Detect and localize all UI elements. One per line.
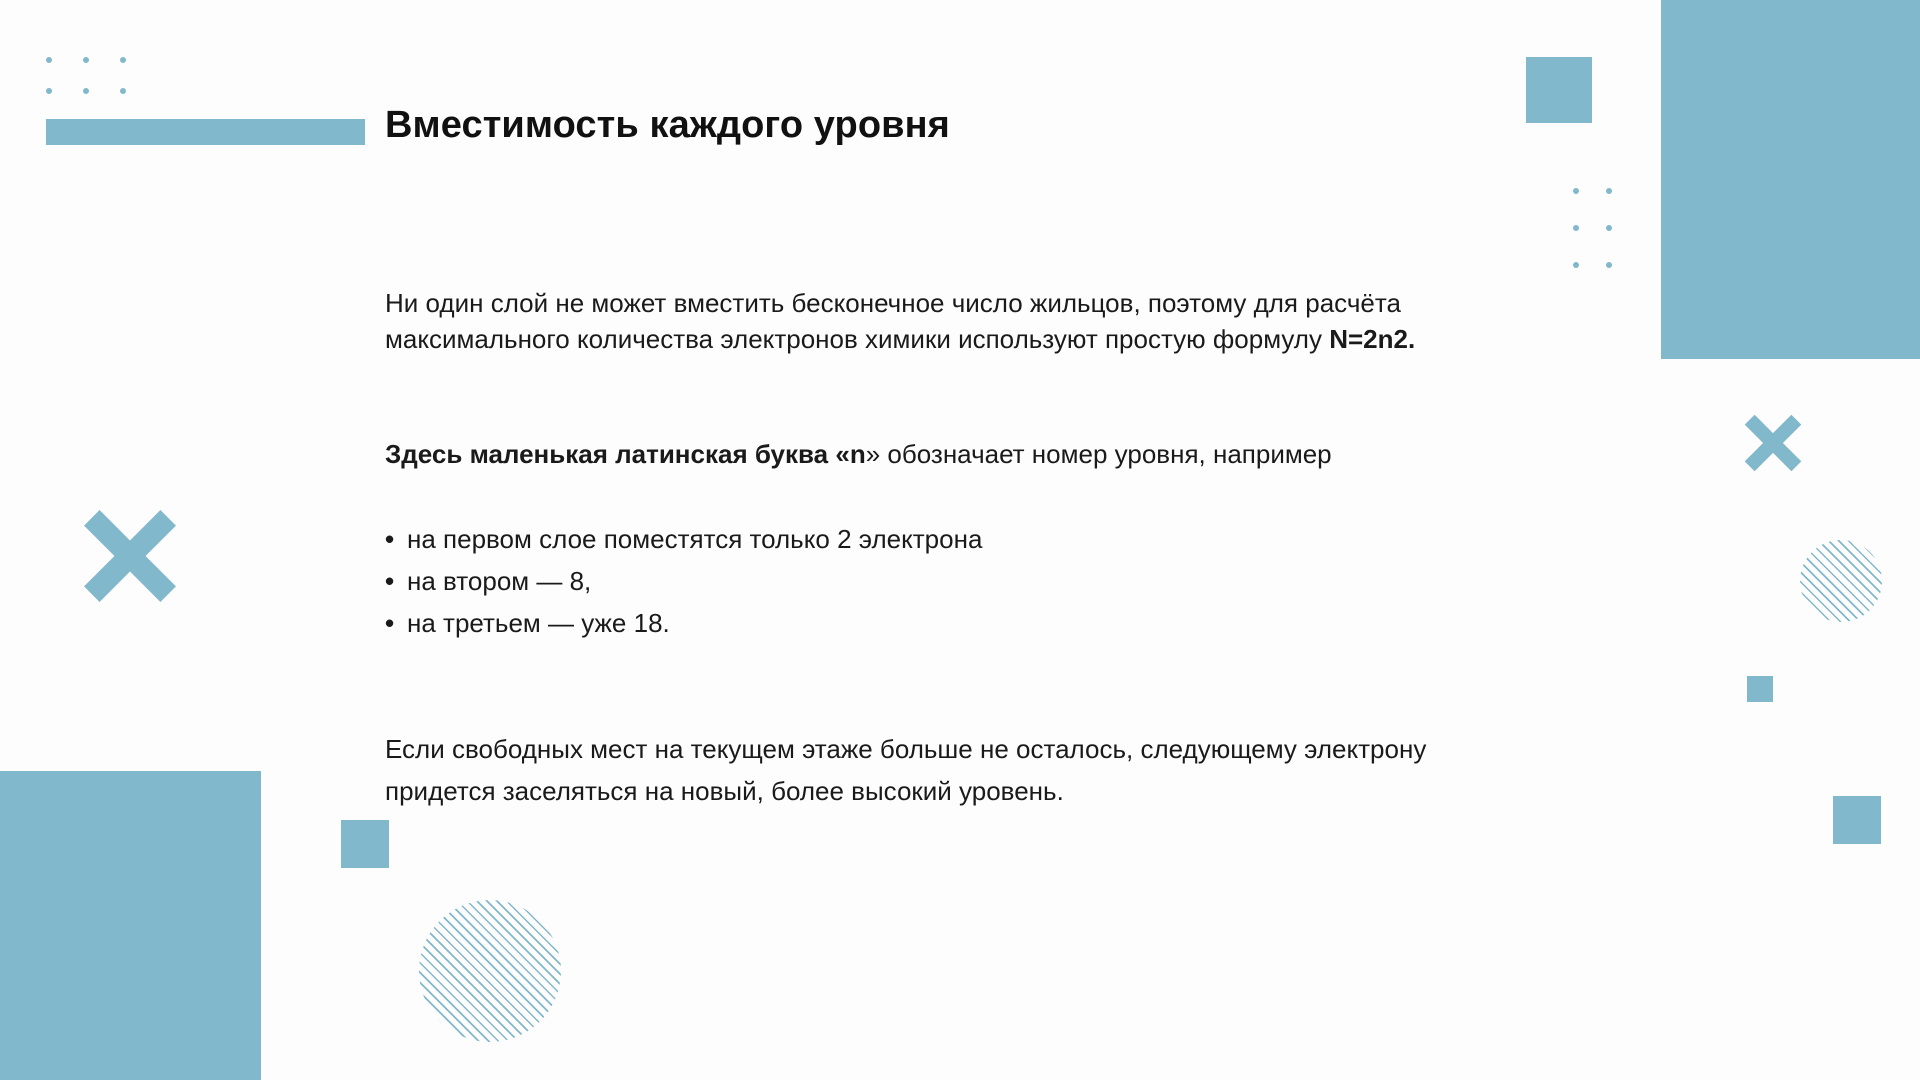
formula: N=2n2.	[1329, 324, 1416, 354]
hatched-circle-icon	[1800, 540, 1882, 622]
bullet-mark: •	[385, 608, 395, 638]
corner-block-bottom-left	[0, 771, 261, 1080]
square-decoration-bottom-right	[1833, 796, 1881, 844]
bullet-mark: •	[385, 566, 395, 596]
definition-paragraph	[385, 436, 1495, 472]
list-item-text: на втором — 8,	[407, 566, 592, 596]
title-accent-bar	[46, 119, 365, 145]
bullet-list	[385, 518, 982, 644]
square-decoration-top-right	[1526, 57, 1592, 123]
list-item-text: на первом слое поместятся только 2 электрона	[407, 524, 983, 554]
list-item	[385, 602, 982, 644]
bullet-mark: •	[385, 524, 395, 554]
conclusion-paragraph: Если свободных мест на текущем этаже больше не осталось, следующему электрону придется заселяться на новый, более высокий уровень.	[385, 734, 1427, 806]
small-square-decoration	[1747, 676, 1773, 702]
definition-rest: » обозначает номер уровня, например	[865, 439, 1332, 469]
list-item	[385, 560, 982, 602]
corner-block-top-right	[1661, 0, 1920, 359]
definition-bold: Здесь маленькая латинская буква «n	[385, 439, 866, 469]
hatched-circle-icon	[419, 900, 561, 1042]
list-item	[385, 518, 982, 560]
square-decoration-bottom-left	[341, 820, 389, 868]
intro-paragraph	[385, 285, 1495, 357]
list-item-text: на третьем — уже 18.	[407, 608, 670, 638]
cross-icon	[82, 508, 178, 604]
slide-title: Вместимость каждого уровня	[385, 104, 950, 146]
intro-text: Ни один слой не может вместить бесконечное число жильцов, поэтому для расчёта максимального количества электронов химики используют простую формулу	[385, 288, 1401, 354]
cross-icon	[1744, 414, 1802, 472]
